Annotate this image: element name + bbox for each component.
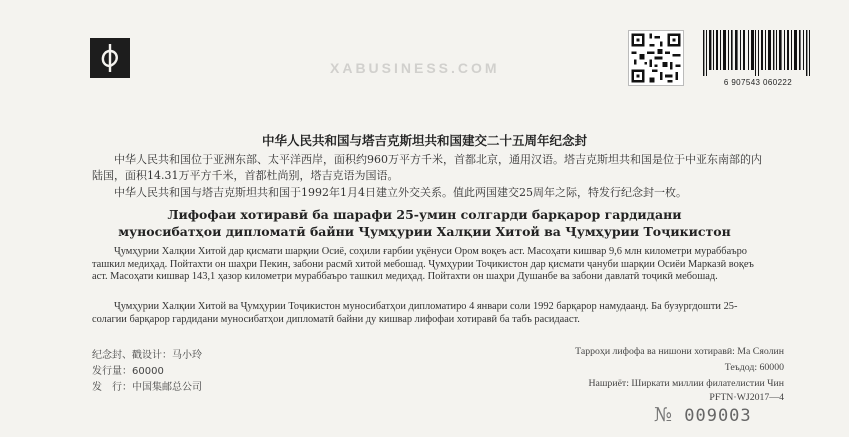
- chinese-paragraph-1: 中华人民共和国位于亚洲东部、太平洋西岸，面积约960万平方千米，首都北京，通用汉语。塔吉克斯坦共和国是位于中亚东南部的内陆国，面积14.31万平方千米，首都杜尚别，塔吉克语为国语。: [92, 153, 762, 182]
- serial-digits: 009003: [684, 406, 752, 426]
- tajik-paragraph-1: Ҷумҳурии Халқии Хитой дар қисмати шарқии Осиё, соҳили ғарбии уқёнуси Ором воқеъ аст. Масоҳати кишвар 9,6 млн километри мураббаъро ташкил медиҳад. Пойтахти он шаҳри Пекин, забони расмӣ хитой мебошад. Ҷумҳурии Тоҷикистон дар қисмати ҷануби шарқии Осиёи Марказӣ воқеъ аст. Масоҳати кишвар 143,1 ҳазор километри мураббаъро ташкил медиҳад. Пойтахти он шаҳри Душанбе ва забони давлатӣ тоҷикӣ мебошад.: [92, 246, 754, 283]
- serial-number: [654, 404, 752, 426]
- phi-logo-icon: [97, 42, 123, 74]
- serial-prefix: №: [654, 404, 673, 426]
- chinese-paragraph-2: 中华人民共和国与塔吉克斯坦共和国于1992年1月4日建立外交关系。值此两国建交25周年之际，特发行纪念封一枚。: [114, 186, 687, 199]
- tajik-paragraph-2: Ҷумҳурии Халқии Хитой ва Ҷумҳурии Тоҷикистон муносибатҳои дипломатиро 4 январи соли 1992 барқарор намудаанд. Ба бузургдошти 25-солагии барқарор гардидани муносибатҳои дипломатӣ байни ду кишвар лифофаи хотиравӣ ба табъ расидааст.: [92, 301, 738, 325]
- qr-code-icon: [628, 30, 684, 86]
- chinese-title: 中华人民共和国与塔吉克斯坦共和国建交二十五周年纪念封: [261, 133, 587, 148]
- credit-designer-cn: 纪念封、戳设计：马小玲: [92, 350, 202, 361]
- credit-designer-tj: Тарроҳи лифофа ва нишони хотиравӣ: Ма Сяолин: [575, 346, 784, 357]
- watermark: XABUSINESS.COM: [330, 60, 500, 76]
- credit-quantity-tj: Теъдод: 60000: [724, 362, 784, 373]
- credit-issuer-cn: 发 行：中国集邮总公司: [92, 382, 202, 393]
- publisher-logo: [90, 38, 130, 78]
- barcode-icon: [702, 30, 812, 76]
- barcode-number: 6 907543 060222: [723, 78, 793, 87]
- credit-publisher-tj: Нашриёт: Ширкати миллии филателистии Чин: [588, 378, 784, 389]
- credit-code-tj: PFTN·WJ2017—4: [709, 392, 784, 403]
- tajik-title-line-2: муносибатҳои дипломатӣ байни Ҷумҳурии Халқии Хитой ва Ҷумҳурии Тоҷикистон: [118, 224, 731, 239]
- credit-quantity-cn: 发行量：60000: [92, 366, 164, 377]
- tajik-title-line-1: Лифофаи хотиравӣ ба шарафи 25-умин солгарди барқарор гардидани: [167, 207, 682, 222]
